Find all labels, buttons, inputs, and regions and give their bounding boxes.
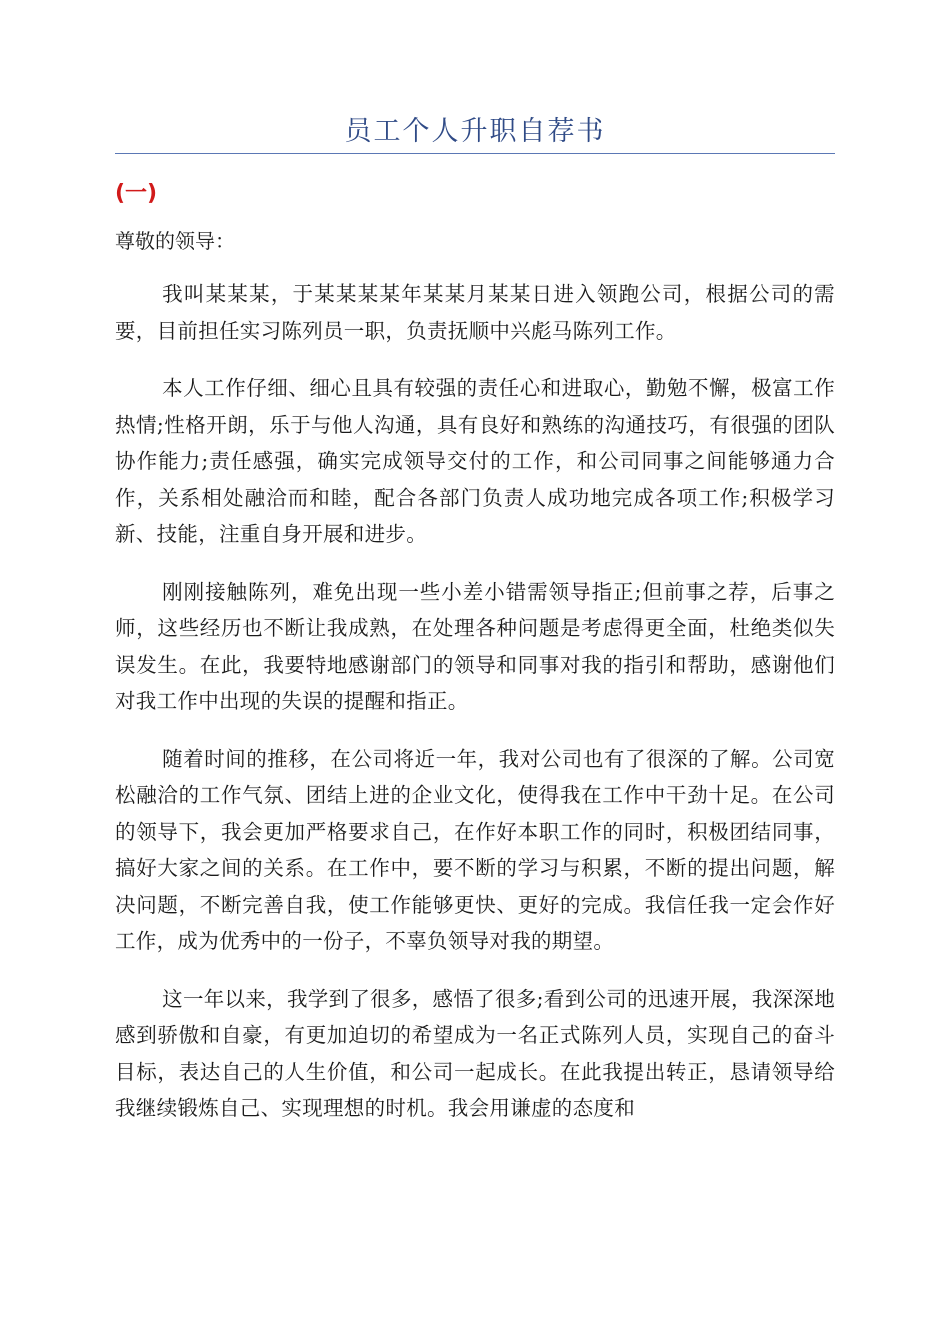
- paragraph-introduction: 我叫某某某，于某某某某年某某月某某日进入领跑公司，根据公司的需要，目前担任实习陈列员一职，负责抚顺中兴彪马陈列工作。: [115, 282, 835, 343]
- salutation: 尊敬的领导：: [115, 229, 235, 253]
- letter-body: [115, 276, 835, 1148]
- document-title: 员工个人升职自荐书: [344, 116, 606, 147]
- title-underline: [115, 153, 835, 154]
- paragraph-promotion-request: 这一年以来，我学到了很多，感悟了很多;看到公司的迅速开展，我深深地感到骄傲和自豪，有更加迫切的希望成为一名正式陈列人员，实现自己的奋斗目标，表达自己的人生价值，和公司一起成长。在此我提出转正，恳请领导给我继续锻炼自己、实现理想的时机。我会用谦虚的态度和: [115, 986, 835, 1120]
- section-heading: (一): [115, 181, 158, 206]
- paragraph-personal-qualities: 本人工作仔细、细心且具有较强的责任心和进取心，勤勉不懈，极富工作热情;性格开朗，乐于与他人沟通，具有良好和熟练的沟通技巧，有很强的团队协作能力;责任感强，确实完成领导交付的工作，和公司同事之间能够通力合作，关系相处融洽而和睦，配合各部门负责人成功地完成各项工作;积极学习新、技能，注重自身开展和进步。: [115, 376, 835, 546]
- paragraph-learning-from-mistakes: 刚刚接触陈列，难免出现一些小差小错需领导指正;但前事之荐，后事之师，这些经历也不断让我成熟，在处理各种问题是考虑得更全面，杜绝类似失误发生。在此，我要特地感谢部门的领导和同事对我的指引和帮助，感谢他们对我工作中出现的失误的提醒和指正。: [115, 579, 835, 713]
- paragraph-company-culture: 随着时间的推移，在公司将近一年，我对公司也有了很深的了解。公司宽松融洽的工作气氛、团结上进的企业文化，使得我在工作中干劲十足。在公司的领导下，我会更加严格要求自己，在作好本职工作的同时，积极团结同事，搞好大家之间的关系。在工作中，要不断的学习与积累，不断的提出问题，解决问题，不断完善自我，使工作能够更快、更好的完成。我信任我一定会作好工作，成为优秀中的一份子，不辜负领导对我的期望。: [115, 746, 835, 953]
